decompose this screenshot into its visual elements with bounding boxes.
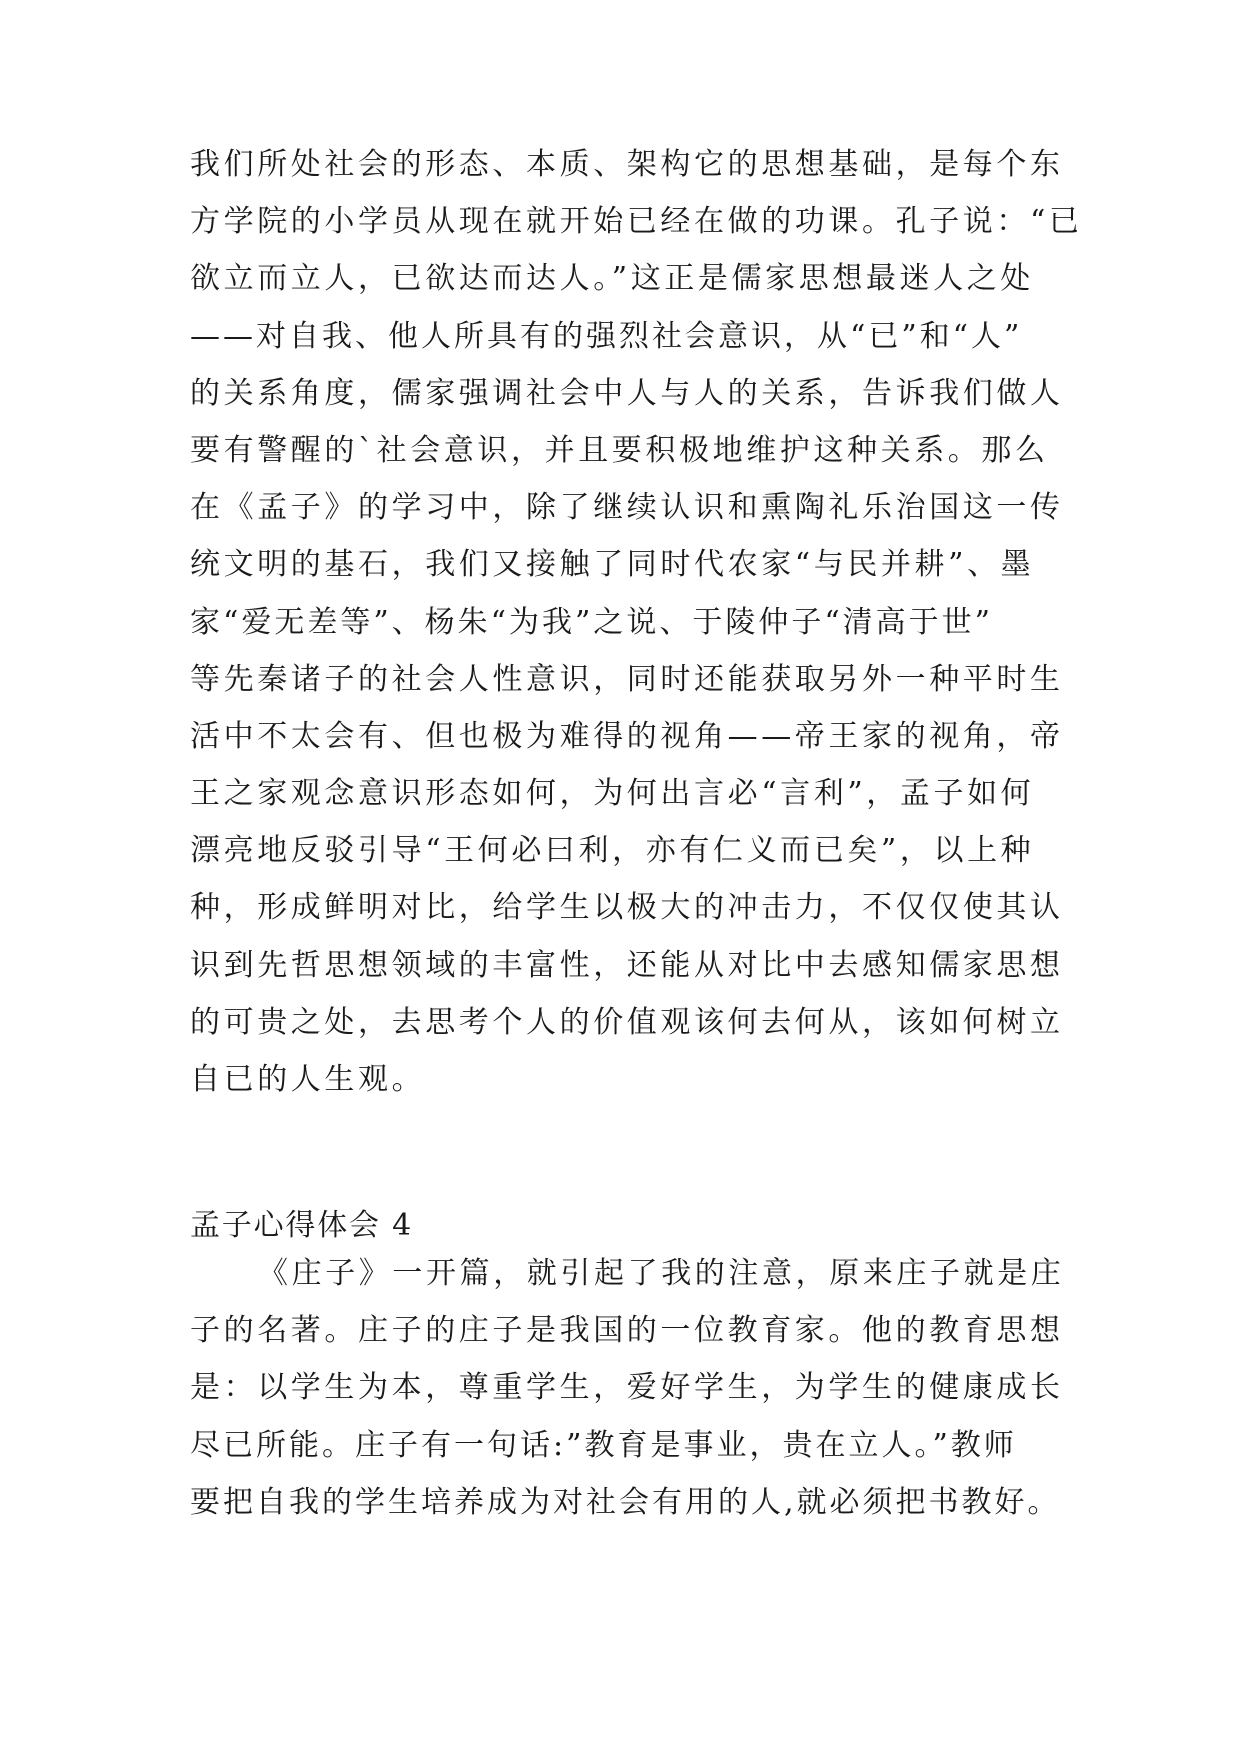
paragraph-line: 子的名著。庄子的庄子是我国的一位教育家。他的教育思想 — [190, 1313, 1064, 1349]
body-paragraph-1 — [190, 147, 1083, 1122]
paragraph-line: 家“爱无差等”、杨朱“为我”之说、于陵仲子“清高于世” — [190, 604, 994, 640]
paragraph-line: 我们所处社会的形态、本质、架构它的思想基础，是每个东 — [190, 147, 1064, 182]
paragraph-line: ——对自我、他人所具有的强烈社会意识，从“已”和“人” — [190, 318, 1023, 354]
paragraph-line: 方学院的小学员从现在就开始已经在做的功课。孔子说：“已 — [190, 204, 1083, 240]
paragraph-line: 等先秦诸子的社会人性意识，同时还能获取另外一种平时生 — [190, 661, 1064, 697]
paragraph-line: 是：以学生为本，尊重学生，爱好学生，为学生的健康成长 — [190, 1370, 1064, 1406]
paragraph-line: 种，形成鲜明对比，给学生以极大的冲击力，不仅仅使其认 — [190, 890, 1064, 926]
section-heading: 孟子心得体会 4 — [190, 1208, 414, 1243]
paragraph-line: 王之家观念意识形态如何，为何出言必“言利”，孟子如何 — [190, 776, 1035, 812]
paragraph-line: 欲立而立人，已欲达而达人。”这正是儒家思想最迷人之处 — [190, 261, 1034, 297]
paragraph-line: 《庄子》一开篇，就引起了我的注意，原来庄子就是庄 — [258, 1256, 1065, 1291]
paragraph-line: 尽已所能。庄子有一句话:”教育是事业，贵在立人。”教师 — [190, 1427, 1017, 1463]
paragraph-line: 漂亮地反驳引导“王何必曰利，亦有仁义而已矣”，以上种 — [190, 833, 1035, 869]
paragraph-line: 统文明的基石，我们又接触了同时代农家“与民并耕”、墨 — [190, 547, 1035, 583]
paragraph-line: 的关系角度，儒家强调社会中人与人的关系，告诉我们做人 — [190, 375, 1064, 411]
paragraph-line: 的可贵之处，去思考个人的价值观该何去何从，该如何树立 — [190, 1004, 1064, 1040]
paragraph-line: 要有警醒的`社会意识，并且要积极地维护这种关系。那么 — [190, 432, 1049, 468]
paragraph-line: 识到先哲思想领域的丰富性，还能从对比中去感知儒家思想 — [190, 947, 1064, 983]
paragraph-line: 自已的人生观。 — [190, 1062, 426, 1097]
paragraph-line: 要把自我的学生培养成为对社会有用的人,就必须把书教好。 — [190, 1484, 1061, 1520]
body-paragraph-2 — [190, 1256, 1065, 1545]
paragraph-line: 活中不太会有、但也极为难得的视角——帝王家的视角，帝 — [190, 718, 1064, 754]
paragraph-line: 在《孟子》的学习中，除了继续认识和熏陶礼乐治国这一传 — [190, 490, 1064, 526]
